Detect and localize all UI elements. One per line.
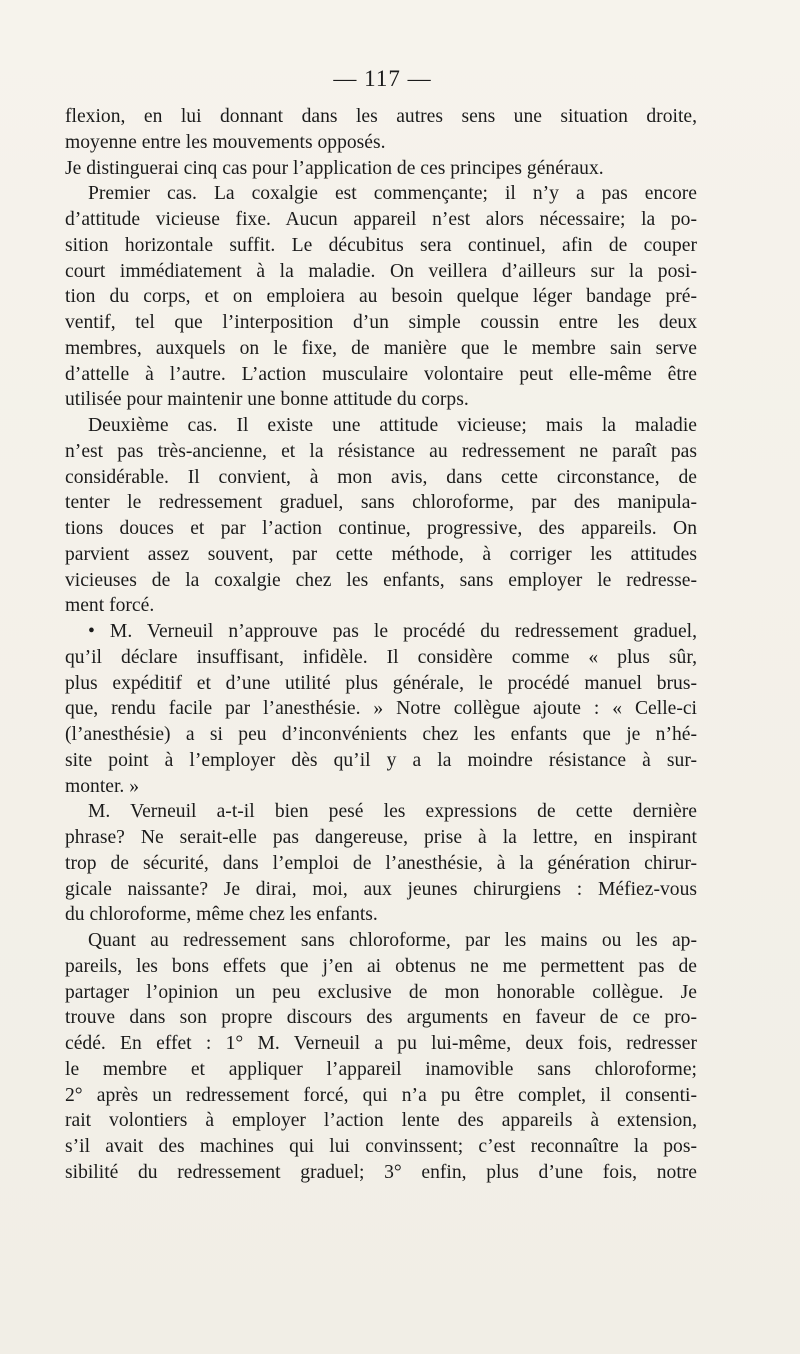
text-line: d’attitude vicieuse fixe. Aucun appareil n’est alors nécessaire; la po-: [65, 209, 697, 230]
text-line: pareils, les bons effets que j’en ai obtenus ne me permettent pas de: [65, 955, 697, 977]
text-line: sibilité du redressement graduel; 3° enfin, plus d’une fois, notre: [65, 1161, 697, 1183]
text-line: d’attelle à l’autre. L’action musculaire volontaire peut elle-même être: [65, 363, 697, 385]
text-line: cédé. En effet : 1° M. Verneuil a pu lui-même, deux fois, redresser: [65, 1033, 697, 1054]
text-line: qu’il déclare insuffisant, infidèle. Il considère comme « plus sûr,: [65, 646, 697, 668]
text-line: n’est pas très-ancienne, et la résistance au redressement ne paraît pas: [65, 440, 697, 462]
text-line: Quant au redressement sans chloroforme, par les mains ou les ap-: [88, 930, 697, 951]
text-line: rait volontiers à employer l’action lente des appareils à extension,: [65, 1110, 697, 1132]
text-line: tion du corps, et on emploiera au besoin quelque léger bandage pré-: [65, 286, 697, 308]
text-line: utilisée pour maintenir une bonne attitude du corps.: [65, 389, 469, 411]
text-line: (l’anesthésie) a si peu d’inconvénients chez les enfants que je n’hé-: [65, 724, 697, 745]
text-line: parvient assez souvent, par cette méthode, à corriger les attitudes: [65, 543, 697, 565]
text-line: Premier cas. La coxalgie est commençante; il n’y a pas encore: [88, 183, 697, 205]
text-line: ventif, tel que l’interposition d’un simple coussin entre les deux: [65, 312, 697, 333]
text-line: partager l’opinion un peu exclusive de mon honorable collègue. Je: [65, 981, 697, 1003]
text-line: considérable. Il convient, à mon avis, dans cette circonstance, de: [65, 466, 697, 488]
text-line: vicieuses de la coxalgie chez les enfants, sans employer le redresse-: [65, 569, 697, 591]
text-line: du chloroforme, même chez les enfants.: [65, 904, 378, 926]
text-line: sition horizontale suffit. Le décubitus sera continuel, afin de couper: [65, 234, 697, 256]
text-line: M. Verneuil a-t-il bien pesé les expressions de cette dernière: [88, 801, 697, 823]
text-line: plus expéditif et d’une utilité plus générale, le procédé manuel brus-: [65, 672, 697, 694]
text-line: le membre et appliquer l’appareil inamovible sans chloroforme;: [65, 1058, 697, 1080]
text-line: court immédiatement à la maladie. On veillera d’ailleurs sur la posi-: [65, 260, 697, 282]
text-line: trop de sécurité, dans l’emploi de l’anesthésie, à la génération chirur-: [65, 852, 697, 874]
body-text: [65, 104, 697, 1186]
text-line: • M. Verneuil n’approuve pas le procédé du redressement graduel,: [88, 621, 697, 642]
text-line: 2° après un redressement forcé, qui n’a pu être complet, il consenti-: [65, 1084, 697, 1106]
text-line: que, rendu facile par l’anesthésie. » Notre collègue ajoute : « Celle-ci: [65, 698, 697, 720]
text-line: s’il avait des machines qui lui convinssent; c’est reconnaître la pos-: [65, 1136, 697, 1157]
text-line: phrase? Ne serait-elle pas dangereuse, prise à la lettre, en inspirant: [65, 827, 697, 848]
text-line: Je distinguerai cinq cas pour l’application de ces principes généraux.: [65, 157, 604, 179]
text-line: site point à l’employer dès qu’il y a la moindre résistance à sur-: [65, 749, 697, 771]
page-number: — 117 —: [333, 66, 432, 91]
text-line: tions douces et par l’action continue, progressive, des appareils. On: [65, 518, 697, 539]
text-line: membres, auxquels on le fixe, de manière que le membre sain serve: [65, 337, 697, 359]
text-line: flexion, en lui donnant dans les autres sens une situation droite,: [65, 106, 697, 127]
text-line: trouve dans son propre discours des arguments en faveur de ce pro-: [65, 1007, 697, 1029]
text-line: tenter le redressement graduel, sans chloroforme, par des manipula-: [65, 492, 697, 514]
text-line: moyenne entre les mouvements opposés.: [65, 131, 386, 153]
text-line: monter. »: [65, 775, 140, 797]
text-line: Deuxième cas. Il existe une attitude vicieuse; mais la maladie: [88, 415, 697, 436]
text-line: gicale naissante? Je dirai, moi, aux jeunes chirurgiens : Méfiez-vous: [65, 878, 697, 900]
text-line: ment forcé.: [65, 595, 155, 617]
